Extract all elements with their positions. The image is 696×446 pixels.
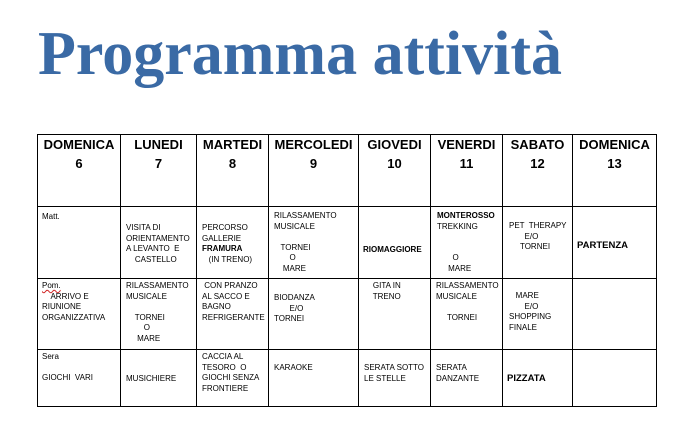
cell-text-line: FRONTIERE [202, 383, 249, 393]
day-name: SABATO [510, 137, 565, 152]
day-number: 10 [387, 156, 402, 171]
cell-text-line: TORNEI [274, 314, 305, 323]
cell-text-line: E/O [509, 231, 539, 241]
cell-text-line: SHOPPING [509, 312, 552, 321]
cell-text-line: GALLERIE [202, 233, 242, 243]
cell-text-line: (IN TRENO) [202, 254, 253, 264]
day-header-6 [503, 135, 573, 207]
cell-text-line [436, 302, 502, 313]
day-name: DOMENICA [579, 137, 650, 152]
schedule-row-pom [38, 279, 657, 350]
day-name: GIOVEDI [367, 137, 422, 152]
cell-text-line: SERATA SOTTO [364, 363, 425, 372]
schedule-table [37, 134, 657, 407]
cell-text-line: PIZZATA [507, 373, 546, 384]
schedule-cell [573, 279, 657, 350]
schedule-cell [431, 207, 503, 279]
cell-text-line: BIODANZA [274, 293, 315, 302]
schedule-cell [121, 279, 197, 350]
cell-text-line: ARRIVO E [42, 291, 89, 301]
cell-text-line: MUSICALE [436, 291, 477, 301]
cell-text-line: O [126, 323, 151, 332]
cell-text-line: REFRIGERANTE [202, 312, 265, 322]
cell-text-line [42, 363, 120, 374]
schedule-cell [197, 207, 269, 279]
day-name: MERCOLEDI [274, 137, 353, 152]
cell-text-line: RIOMAGGIORE [363, 245, 422, 254]
day-name: VENERDI [437, 137, 496, 152]
cell-text-line: ORGANIZZATIVA [42, 312, 106, 322]
schedule-cell [359, 279, 431, 350]
cell-text-line: VISITA DI [126, 223, 161, 232]
schedule-cell [431, 279, 503, 350]
day-number: 12 [530, 156, 545, 171]
cell-text-line: CON PRANZO [202, 281, 258, 290]
cell-text-line: FRAMURA [202, 244, 243, 253]
cell-text-line: KARAOKE [274, 363, 313, 372]
cell-text-line: SERATA [436, 363, 467, 372]
cell-text-line: TRENO [364, 291, 401, 301]
cell-text-line: TORNEI [274, 242, 311, 252]
day-number: 11 [459, 156, 474, 171]
day-header-3 [269, 135, 359, 207]
schedule-cell [38, 350, 121, 407]
schedule-cell [269, 279, 359, 350]
cell-text-line: MUSICALE [274, 221, 315, 231]
schedule-cell [573, 350, 657, 407]
cell-text-line: RIUNIONE [42, 302, 82, 311]
cell-text-line: MUSICHIERE [126, 374, 177, 383]
cell-text-line: MONTEROSSO [437, 211, 495, 220]
cell-text-line: CACCIA AL [202, 352, 244, 361]
cell-text-line: LE STELLE [364, 373, 406, 383]
schedule-cell [431, 350, 503, 407]
day-header-4 [359, 135, 431, 207]
cell-text-line: RILASSAMENTO [274, 211, 337, 220]
cell-text-line: GIOCHI VARI [42, 373, 93, 382]
day-name: DOMENICA [43, 137, 115, 152]
cell-text-line: A LEVANTO E [126, 244, 180, 253]
schedule-cell [359, 350, 431, 407]
cell-text-line [437, 232, 502, 243]
cell-text-line: TREKKING [437, 221, 478, 231]
cell-text-line: DANZANTE [436, 373, 480, 383]
day-number: 9 [309, 156, 318, 171]
cell-text-line: TORNEI [436, 312, 478, 322]
cell-text-line: TORNEI [509, 242, 551, 251]
cell-text-line: PARTENZA [577, 240, 629, 251]
cell-text-line [42, 281, 120, 292]
cell-text-line: MARE [437, 263, 472, 273]
schedule-cell [38, 207, 121, 279]
schedule-cell [38, 279, 121, 350]
schedule-row-sera [38, 350, 657, 407]
cell-text-line: E/O [274, 303, 304, 313]
cell-text-line: MARE [509, 291, 539, 300]
cell-text-line: GIOCHI SENZA [202, 373, 260, 382]
cell-text-line: MARE [274, 263, 307, 273]
day-number: 13 [607, 156, 622, 171]
schedule-cell [269, 350, 359, 407]
cell-text-line: RILASSAMENTO [126, 281, 189, 290]
cell-text-line: PET THERAPY [509, 221, 567, 230]
cell-text-line: E/O [509, 301, 539, 311]
cell-text-line: ORIENTAMENTO [126, 233, 190, 243]
cell-text-line: AL SACCO E [202, 291, 250, 301]
cell-text-line: O [437, 253, 459, 262]
schedule-cell [503, 279, 573, 350]
schedule-cell [359, 207, 431, 279]
day-header-5 [431, 135, 503, 207]
cell-text-line: RILASSAMENTO [436, 281, 499, 290]
cell-text-line: MUSICALE [126, 291, 167, 301]
cell-text-line: GITA IN [364, 281, 401, 290]
schedule-cell [121, 350, 197, 407]
cell-text-line [437, 243, 502, 254]
cell-text-line: FINALE [509, 322, 538, 332]
page-title: Programma attività [38, 20, 562, 88]
cell-text-line: Sera [42, 352, 59, 361]
cell-text-line: PERCORSO [202, 223, 248, 232]
day-header-2 [197, 135, 269, 207]
day-number: 6 [75, 156, 83, 171]
cell-text-line [126, 302, 196, 313]
cell-text-line: MARE [126, 333, 161, 343]
schedule-cell [573, 207, 657, 279]
schedule-cell [503, 207, 573, 279]
schedule-cell [197, 350, 269, 407]
cell-text-line: TORNEI [126, 312, 165, 322]
day-header-1 [121, 135, 197, 207]
day-number: 7 [154, 156, 163, 171]
spellcheck-text: Pom. [42, 281, 61, 290]
schedule-cell [197, 279, 269, 350]
cell-text-line [274, 232, 358, 243]
day-header-7 [573, 135, 657, 207]
day-number: 8 [228, 156, 237, 171]
cell-text-line: Matt. [42, 212, 60, 221]
day-header-row [38, 135, 657, 207]
cell-text-line: CASTELLO [126, 254, 177, 264]
cell-text-line: O [274, 253, 296, 262]
cell-text-line: BAGNO [202, 302, 231, 311]
day-name: LUNEDI [134, 137, 183, 152]
day-header-0 [38, 135, 121, 207]
schedule-row-matt [38, 207, 657, 279]
cell-text-line: TESORO O [202, 362, 247, 372]
schedule-cell [269, 207, 359, 279]
schedule-cell [121, 207, 197, 279]
day-name: MARTEDI [202, 137, 263, 152]
schedule-cell [503, 350, 573, 407]
